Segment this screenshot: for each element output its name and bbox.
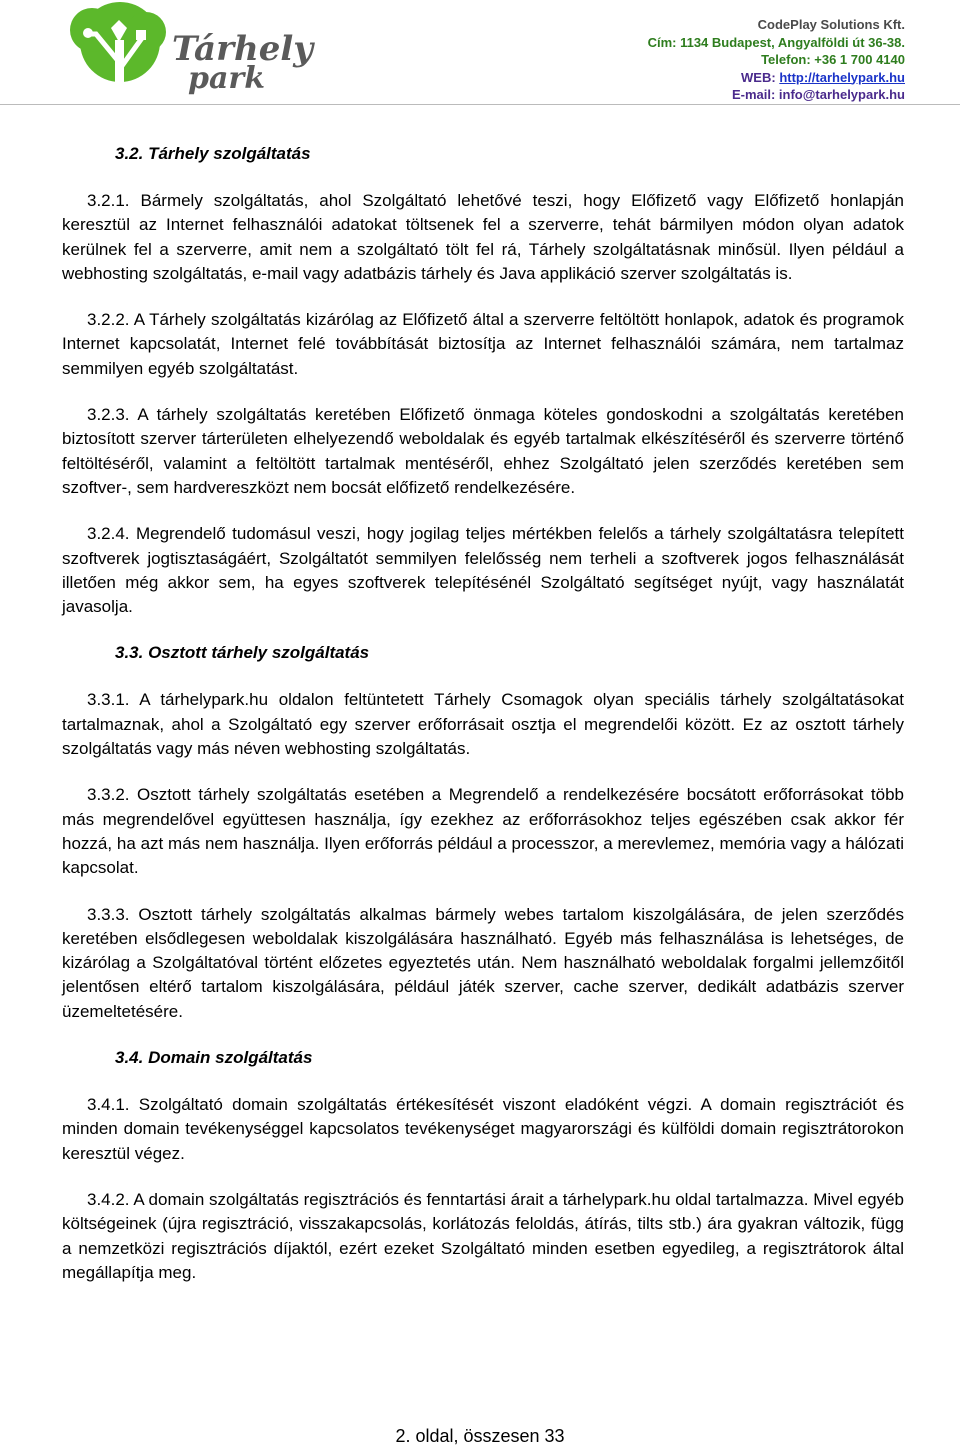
page-number: 2. oldal, összesen 33 bbox=[395, 1426, 565, 1446]
paragraph-3-2-1: 3.2.1. Bármely szolgáltatás, ahol Szolgáltató lehetővé teszi, hogy Előfizető vagy Előfizető honlapján keresztül az Internet felhasználói adatokat töltsenek fel a szerverre, tehát bármilyen módon olyan adatok kerülnek fel a szerverre, amit nem a szolgáltató tölt fel rá, Tárhely szolgáltatásnak minősül. Ilyen például a webhosting szolgáltatás, e-mail vagy adatbázis tárhely és Java applikáció szerver szolgáltatás is. bbox=[62, 191, 904, 283]
logo-word-park: park bbox=[188, 61, 266, 96]
company-address: Cím: 1134 Budapest, Angyalföldi út 36-38. bbox=[647, 34, 905, 50]
section-heading-3-4: 3.4. Domain szolgáltatás bbox=[115, 1048, 313, 1068]
company-phone: Telefon: +36 1 700 4140 bbox=[761, 52, 905, 67]
company-web-label: WEB: bbox=[741, 69, 780, 85]
paragraph-3-2-3: 3.2.3. A tárhely szolgáltatás keretében Előfizető önmaga köteles gondoskodni a szolgáltatás keretében biztosított szerver tárterületen elhelyezendő weboldalak és egyéb tartalmak elkészítéséről és szerverre történő feltöltéséről, valamint a feltöltött tartalmak mentéséről, ehhez Szolgáltató jelen szerződés keretében sem szoftver-, sem hardvereszközt nem bocsát előfizető rendelkezésére. bbox=[62, 405, 904, 497]
tarhelypark-logo bbox=[62, 0, 314, 100]
paragraph-3-4-2: 3.4.2. A domain szolgáltatás regisztrációs és fenntartási árait a tárhelypark.hu oldal tartalmazza. Mivel egyéb költségeinek (újra regisztráció, visszakapcsolás, korlátozás feloldás, átírás, tilts stb.) ára gyakran változik, függ a nemzetközi regisztrációs díjaktól, ezért ezeket Szolgáltató minden esetben egyedileg, a regisztrátorok által megállapítja meg. bbox=[62, 1189, 904, 1282]
paragraph-3-3-2: 3.3.2. Osztott tárhely szolgáltatás esetében a Megrendelő a rendelkezésére bocsátott erőforrásokat több más megrendelővel együttesen használja, így ezekhez az erőforrásokhoz teljes egészében csak akkor fér hozzá, ha azt más nem használja. Ilyen erőforrás például a processzor, a merevlemez, memória vagy a hálózati kapcsolat. bbox=[62, 785, 904, 878]
paragraph-3-3-3: 3.3.3. Osztott tárhely szolgáltatás alkalmas bármely webes tartalom kiszolgálására, de jelen szerződés keretében elsődlegesen weboldalak kiszolgálására használható. Egyéb más felhasználása is lehetséges, de kizárólag a Szolgáltatóval történt előzetes egyeztetés után. Nem használható weboldalak forgalmi jellemzőitől jelentősen eltérő tartalom kiszolgálására, például játék szerver, cache szerver, dedikált adatbázis szerver üzemeltetésére. bbox=[62, 904, 904, 1021]
company-name: CodePlay Solutions Kft. bbox=[757, 17, 905, 32]
paragraph-3-4-1: 3.4.1. Szolgáltató domain szolgáltatás értékesítését viszont eladóként végzi. A domain regisztrációt és minden domain tevékenységgel kapcsolatos tevékenységet magyarországi és külföldi domain regisztrátorokon keresztül végez. bbox=[62, 1095, 904, 1163]
section-heading-3-2: 3.2. Tárhely szolgáltatás bbox=[115, 144, 311, 163]
company-info bbox=[648, 16, 905, 104]
tree-icon bbox=[62, 0, 172, 100]
logo-word-tarhely: Tárhely bbox=[172, 29, 314, 69]
section-heading-3-3: 3.3. Osztott tárhely szolgáltatás bbox=[115, 643, 370, 663]
company-web bbox=[648, 69, 905, 87]
company-email: E-mail: info@tarhelypark.hu bbox=[731, 87, 905, 102]
header-divider bbox=[0, 104, 960, 105]
company-web-link[interactable]: http://tarhelypark.hu bbox=[779, 69, 905, 85]
paragraph-3-3-1: 3.3.1. A tárhelypark.hu oldalon feltüntetett Tárhely Csomagok olyan speciális tárhely szolgáltatásokat tartalmaznak, ahol a Szolgáltató egy szerver erőforrásait osztja el megrendelői között. Ez az osztott tárhely szolgáltatás vagy más néven webhosting szolgáltatás. bbox=[62, 690, 904, 759]
paragraph-3-2-2: 3.2.2. A Tárhely szolgáltatás kizárólag az Előfizető által a szerverre feltöltött honlapok, adatok és programok Internet kapcsolatát, Internet felé továbbítását biztosítja az Internet felhasználói számára, nem tartalmaz semmilyen egyéb szolgáltatást. bbox=[62, 310, 904, 378]
paragraph-3-2-4: 3.2.4. Megrendelő tudomásul veszi, hogy jogilag teljes mértékben felelős a tárhely szolgáltatásra telepített szoftverek jogtisztaságáért, Szolgáltatót semmilyen felelősség nem terheli a szoftverek jogos felhasználását illetően még akkor sem, ha egyes szoftverek telepítésénél Szolgáltató segítséget nyújt, vagy használatát javasolja. bbox=[62, 524, 904, 617]
document-body bbox=[62, 142, 904, 1285]
